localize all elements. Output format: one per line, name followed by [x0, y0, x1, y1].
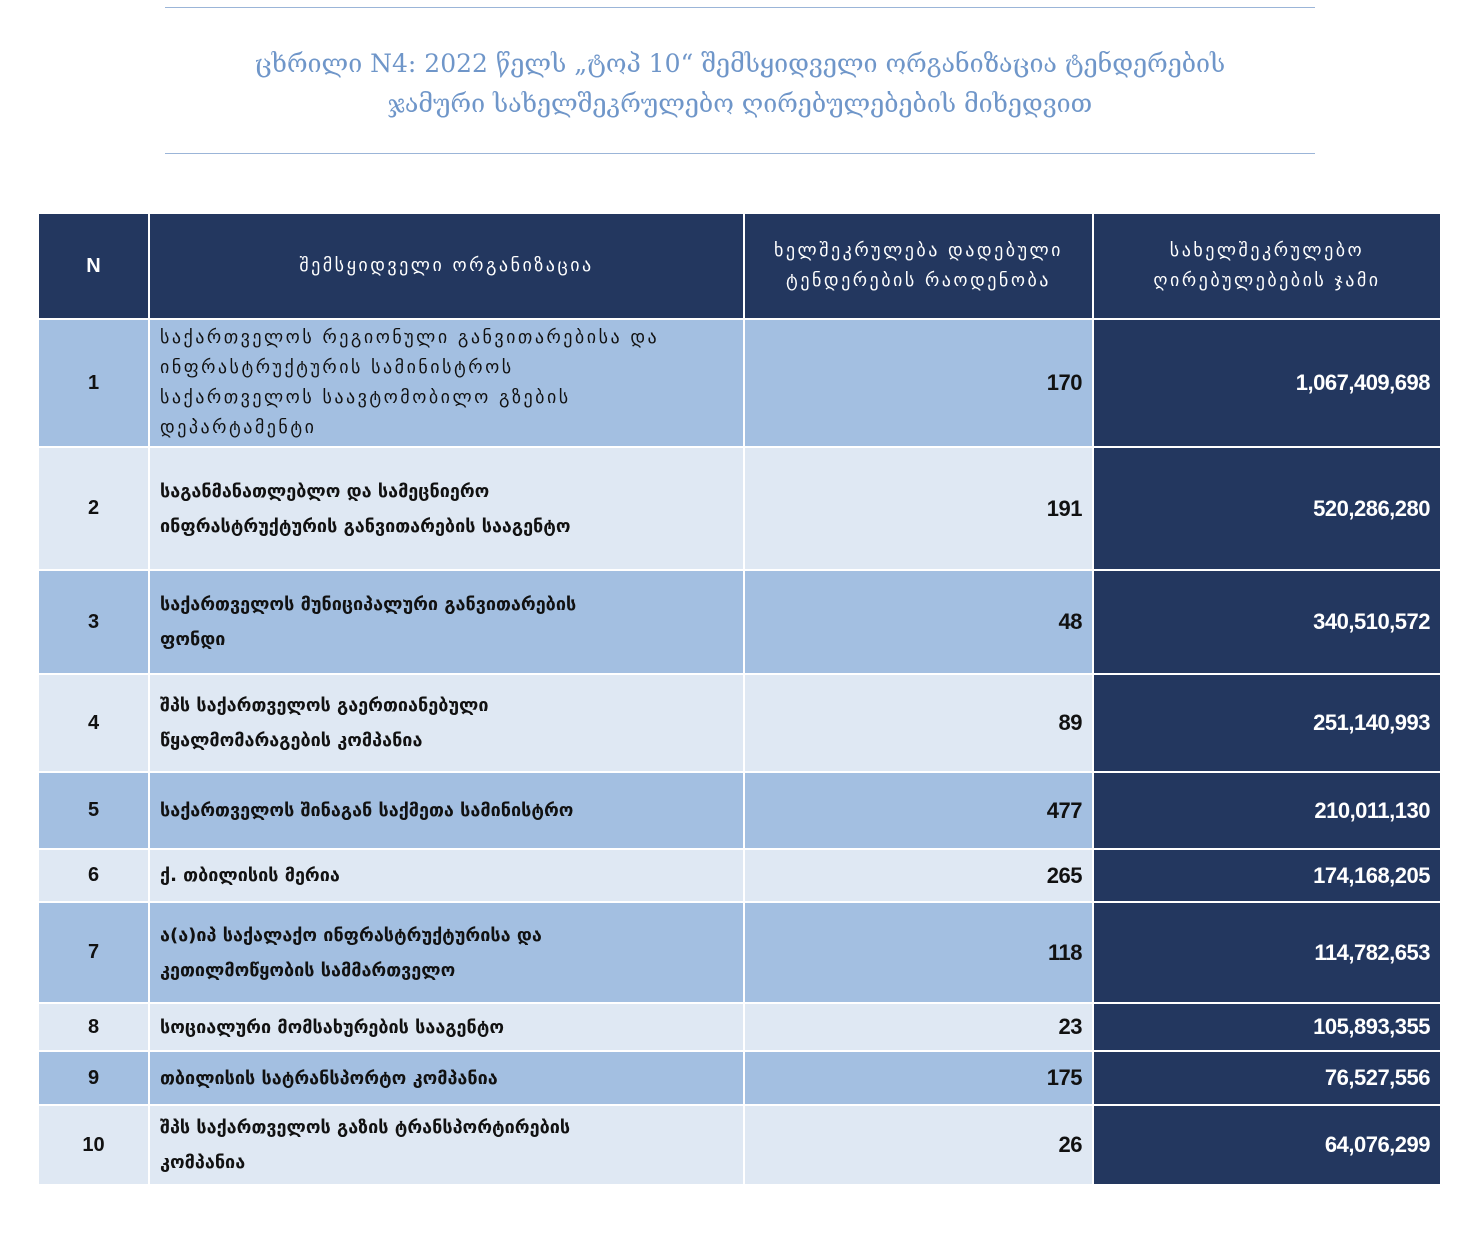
table-row — [38, 1003, 1441, 1051]
organization-name-line: საქართველოს მუნიციპალური განვითარების — [160, 594, 577, 615]
header-organization: შემსყიდველი ორგანიზაცია — [149, 213, 744, 319]
contract-total: 76,527,556 — [1093, 1051, 1441, 1105]
organization-name — [149, 772, 744, 849]
row-number: 8 — [38, 1003, 149, 1051]
row-number: 6 — [38, 849, 149, 902]
organization-name-line: შპს საქართველოს გაერთიანებული — [160, 695, 489, 716]
tender-count: 48 — [744, 570, 1093, 674]
organization-name — [149, 674, 744, 772]
header-n: N — [38, 213, 149, 319]
organization-name-line: ინფრასტრუქტურის განვითარების სააგენტო — [160, 515, 571, 537]
organization-name — [149, 570, 744, 674]
row-number: 2 — [38, 447, 149, 570]
contract-total: 340,510,572 — [1093, 570, 1441, 674]
row-number: 5 — [38, 772, 149, 849]
contract-total: 114,782,653 — [1093, 902, 1441, 1003]
header-tender-count-line-2: ტენდერების რაოდენობა — [786, 270, 1051, 291]
row-number: 7 — [38, 902, 149, 1003]
organization-name — [149, 447, 744, 570]
contract-total: 251,140,993 — [1093, 674, 1441, 772]
contract-total: 174,168,205 — [1093, 849, 1441, 902]
table-row — [38, 674, 1441, 772]
table-caption — [165, 44, 1315, 124]
tender-count: 477 — [744, 772, 1093, 849]
organization-name — [149, 1003, 744, 1051]
row-number: 9 — [38, 1051, 149, 1105]
organization-name-line: საგანმანათლებლო და სამეცნიერო — [160, 480, 490, 502]
organization-name — [149, 1051, 744, 1105]
contract-total: 105,893,355 — [1093, 1003, 1441, 1051]
row-number: 1 — [38, 319, 149, 447]
organization-name-line: კეთილმოწყობის სამმართველო — [160, 959, 456, 981]
contract-total: 520,286,280 — [1093, 447, 1441, 570]
organization-name — [149, 849, 744, 902]
table-row — [38, 849, 1441, 902]
caption-line-1: ცხრილი N4: 2022 წელს „ტოპ 10“ შემსყიდველი ორგანიზაცია ტენდერების — [254, 49, 1226, 78]
row-number: 10 — [38, 1105, 149, 1185]
organization-name-line: წყალმომარაგების კომპანია — [160, 730, 423, 751]
organization-name — [149, 902, 744, 1003]
organization-name-line: ინფრასტრუქტურის სამინისტროს — [160, 357, 514, 378]
organization-name-line: ა(ა)იპ საქალაქო ინფრასტრუქტურისა და — [160, 924, 542, 946]
contract-total: 64,076,299 — [1093, 1105, 1441, 1185]
tender-count: 23 — [744, 1003, 1093, 1051]
header-tender-count — [744, 213, 1093, 319]
header-contract-total — [1093, 213, 1441, 319]
contract-total: 1,067,409,698 — [1093, 319, 1441, 447]
table-row — [38, 447, 1441, 570]
organization-name-line: ფონდი — [160, 629, 226, 650]
caption-bottom-rule — [165, 153, 1315, 154]
tender-count: 89 — [744, 674, 1093, 772]
header-tender-count-line-1: ხელშეკრულება დადებული — [774, 240, 1063, 261]
organization-name-line: კომპანია — [160, 1152, 246, 1173]
organization-name-line: საქართველოს რეგიონული განვითარებისა და — [160, 327, 660, 348]
caption-line-2: ჯამური სახელშეკრულებო ღირებულებების მიხედვით — [387, 89, 1093, 118]
organization-name-line: შპს საქართველოს გაზის ტრანსპორტირების — [160, 1117, 571, 1138]
contract-total: 210,011,130 — [1093, 772, 1441, 849]
table-row — [38, 570, 1441, 674]
organization-name-line: თბილისის სატრანსპორტო კომპანია — [160, 1067, 498, 1089]
tender-count: 191 — [744, 447, 1093, 570]
tender-count: 265 — [744, 849, 1093, 902]
table-row — [38, 319, 1441, 447]
tender-count: 175 — [744, 1051, 1093, 1105]
caption-top-rule — [165, 7, 1315, 8]
header-contract-total-line-2: ღირებულებების ჯამი — [1153, 270, 1381, 291]
organization-name-line: სოციალური მომსახურების სააგენტო — [160, 1016, 505, 1038]
header-contract-total-line-1: სახელშეკრულებო — [1169, 240, 1365, 261]
organization-name-line: დეპარტამენტი — [160, 417, 317, 438]
table-row — [38, 1105, 1441, 1185]
top10-procuring-entities-table — [37, 212, 1442, 1186]
tender-count: 170 — [744, 319, 1093, 447]
table-header-row — [38, 213, 1441, 319]
organization-name-line: საქართველოს შინაგან საქმეთა სამინისტრო — [160, 800, 574, 821]
row-number: 4 — [38, 674, 149, 772]
table-row — [38, 772, 1441, 849]
row-number: 3 — [38, 570, 149, 674]
organization-name-line: საქართველოს საავტომობილო გზების — [160, 387, 571, 408]
organization-name — [149, 319, 744, 447]
organization-name — [149, 1105, 744, 1185]
table-row — [38, 902, 1441, 1003]
organization-name-line: ქ. თბილისის მერია — [160, 865, 340, 886]
table-row — [38, 1051, 1441, 1105]
tender-count: 26 — [744, 1105, 1093, 1185]
tender-count: 118 — [744, 902, 1093, 1003]
